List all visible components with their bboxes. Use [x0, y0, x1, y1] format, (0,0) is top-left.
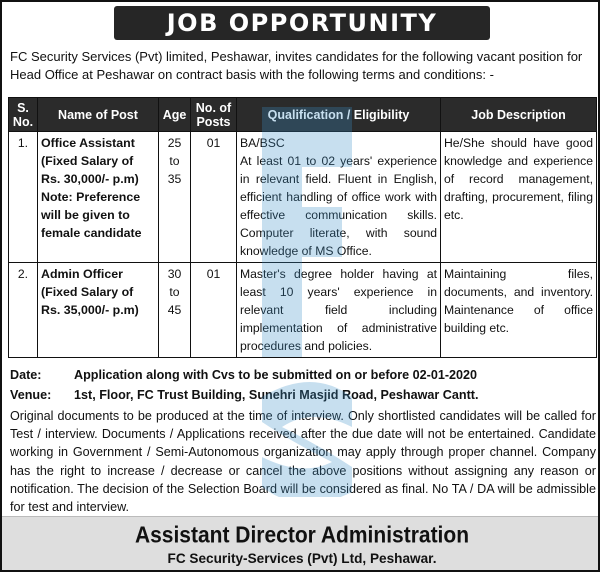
header-sno: S. No.: [9, 98, 38, 132]
header-post-name: Name of Post: [38, 98, 159, 132]
cell-qualification: BA/BSC At least 01 to 02 years' experience in relevant field. Fluent in English, efficient handling of office work with effective communication skills. Computer literate, with sound knowledge of MS Office.: [237, 132, 441, 263]
vacancies-table: [8, 97, 597, 358]
table-header-row: [9, 98, 597, 132]
header-age: Age: [159, 98, 191, 132]
signatory-title: Assistant Director Administration: [134, 523, 470, 548]
cell-post: Admin Officer (Fixed Salary of Rs. 35,000/- p.m): [38, 263, 159, 358]
page-title: JOB OPPORTUNITY: [166, 9, 438, 37]
cell-description: He/She should have good knowledge and experience of record management, drafting, procurement, filing etc.: [441, 132, 597, 263]
cell-posts: 01: [191, 263, 237, 358]
date-value: Application along with Cvs to be submitted on or before 02-01-2020: [74, 368, 478, 382]
venue-value: 1st, Floor, FC Trust Building, Sunehri Masjid Road, Peshawar Cantt.: [74, 388, 479, 402]
table-row: [9, 263, 597, 358]
cell-age: 25 to 35: [159, 132, 191, 263]
signatory-organization: FC Security-Services (Pvt) Ltd, Peshawar.: [167, 551, 437, 566]
date-label: Date:: [10, 368, 42, 382]
header-qualification: Qualification / Eligibility: [237, 98, 441, 132]
cell-sno: 1.: [9, 132, 38, 263]
intro-paragraph: FC Security Services (Pvt) limited, Peshawar, invites candidates for the following vacant position for Head Office at Peshawar on contract basis with the following terms and conditions: -: [10, 49, 583, 82]
header-posts-count: No. of Posts: [191, 98, 237, 132]
cell-post: Office Assistant (Fixed Salary of Rs. 30,000/- p.m) Note: Preference will be given to female candidate: [38, 132, 159, 263]
cell-description: Maintaining files, documents, and inventory. Maintenance of office building etc.: [441, 263, 597, 358]
title-banner: [114, 6, 490, 40]
cell-sno: 2.: [9, 263, 38, 358]
header-description: Job Description: [441, 98, 597, 132]
venue-label: Venue:: [10, 388, 52, 402]
table-row: [9, 132, 597, 263]
cell-age: 30 to 45: [159, 263, 191, 358]
cell-qualification: Master's degree holder having at least 10 years' experience in relevant field including implementation of administrative procedures and policies.: [237, 263, 441, 358]
cell-posts: 01: [191, 132, 237, 263]
terms-paragraph: Original documents to be produced at the time of interview. Only shortlisted candidates will be called for Test / interview. Documents / Applications received after the due date will not be entertained. Candidate working in Government / Semi-Autonomous organization may apply through proper channel. Company has the right to increase / decrease or cancel the above positions without assigning any reason or notification. The decision of the Selection Board will be considered as final. No TA / DA will be admissible for test and interview.: [10, 409, 596, 515]
